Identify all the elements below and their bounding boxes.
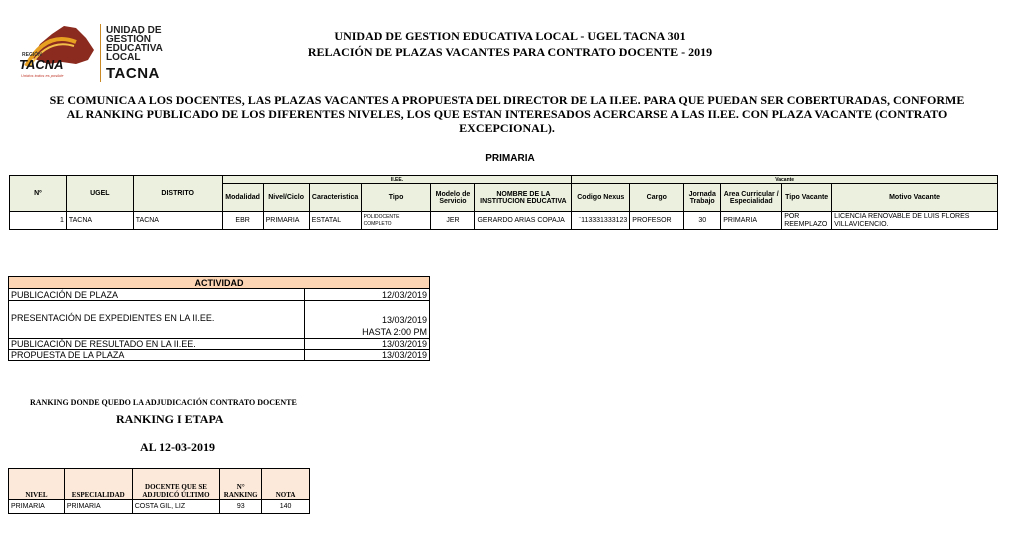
col-nivel: Nivel/Ciclo (263, 184, 309, 212)
cell-cargo: PROFESOR (630, 212, 684, 230)
ranking-date: AL 12-03-2019 (140, 440, 215, 454)
cell-especialidad: PRIMARIA (64, 500, 132, 514)
cell-nivel: PRIMARIA (9, 500, 65, 514)
col-codigo: Codigo Nexus (572, 184, 630, 212)
logo-slogan: Unidos todos es posible (21, 73, 64, 78)
logo-region-label: REGIÓN (22, 52, 42, 58)
group-vacante: Vacante (572, 176, 998, 184)
cell-nivel: PRIMARIA (263, 212, 309, 230)
cell-modalidad: EBR (222, 212, 263, 230)
col-area: Area Curricular / Especialidad (721, 184, 782, 212)
cell-nota: 140 (262, 500, 310, 514)
table-row (9, 500, 310, 514)
cell-area: PRIMARIA (721, 212, 782, 230)
cell-ugel: TACNA (66, 212, 133, 230)
table-row (9, 350, 430, 361)
cell-docente: COSTA GIL, LIZ (132, 500, 220, 514)
col-caracteristica: Caracteristica (309, 184, 361, 212)
cell-num: 1 (10, 212, 67, 230)
level-title: PRIMARIA (485, 153, 535, 164)
col-ugel: UGEL (66, 176, 133, 212)
col-tipo-vacante: Tipo Vacante (782, 184, 832, 212)
col-nota: NOTA (262, 469, 310, 500)
col-nombre: NOMBRE DE LA INSTITUCION EDUCATIVA (475, 184, 572, 212)
col-especialidad: ESPECIALIDAD (64, 469, 132, 500)
ranking-table (8, 468, 310, 514)
ranking-subtitle: RANKING DONDE QUEDO LA ADJUDICACIÓN CONTRATO DOCENTE (30, 398, 297, 407)
activity-title: ACTIVIDAD (9, 277, 430, 289)
logo-divider (100, 24, 101, 82)
cell-tipo: POLIDOCENTE COMPLETO (361, 212, 431, 230)
table-row (9, 339, 430, 350)
vacancy-table (9, 175, 998, 230)
cell-tipo-vacante: POR REEMPLAZO (782, 212, 832, 230)
cell-motivo: LICENCIA RENOVABLE DE LUIS FLORES VILLAVICENCIO. (832, 212, 998, 230)
header-line-2: RELACIÓN DE PLAZAS VACANTES PARA CONTRATO DOCENTE - 2019 (307, 45, 713, 59)
group-iiee: II.EE. (222, 176, 572, 184)
logo-city: TACNA (106, 65, 160, 82)
table-row (10, 212, 998, 230)
cell-ranking: 93 (220, 500, 262, 514)
col-distrito: DISTRITO (133, 176, 222, 212)
cell-jornada: 30 (684, 212, 721, 230)
table-row (9, 301, 430, 339)
activity-label: PRESENTACIÓN DE EXPEDIENTES EN LA II.EE. (9, 301, 305, 339)
col-cargo: Cargo (630, 184, 684, 212)
cell-codigo: ¨113331333123 (572, 212, 630, 230)
activity-label: PUBLICACIÓN DE RESULTADO EN LA II.EE. (9, 339, 305, 350)
cell-caracteristica: ESTATAL (309, 212, 361, 230)
cell-modelo: JER (431, 212, 475, 230)
activity-date: 13/03/2019 (305, 350, 430, 361)
table-row (9, 289, 430, 301)
cell-distrito: TACNA (133, 212, 222, 230)
col-modelo: Modelo de Servicio (431, 184, 475, 212)
col-ranking: N° RANKING (220, 469, 262, 500)
col-jornada: Jornada Trabajo (684, 184, 721, 212)
logo-region-name: TACNA (19, 57, 64, 72)
col-tipo: Tipo (361, 184, 431, 212)
col-motivo: Motivo Vacante (832, 184, 998, 212)
col-num: Nº (10, 176, 67, 212)
header-line-1: UNIDAD DE GESTION EDUCATIVA LOCAL - UGEL TACNA 301 (334, 29, 686, 43)
col-nivel: NIVEL (9, 469, 65, 500)
activity-date: 12/03/2019 (305, 289, 430, 301)
col-modalidad: Modalidad (222, 184, 263, 212)
cell-nombre: GERARDO ARIAS COPAJA (475, 212, 572, 230)
activity-date: 13/03/2019 (305, 339, 430, 350)
activity-label: PUBLICACIÓN DE PLAZA (9, 289, 305, 301)
ranking-title: RANKING I ETAPA (116, 412, 224, 426)
col-docente: DOCENTE QUE SE ADJUDICÓ ÚLTIMO (132, 469, 220, 500)
ugel-logo (18, 20, 178, 82)
notice-text: SE COMUNICA A LOS DOCENTES, LAS PLAZAS VACANTES A PROPUESTA DEL DIRECTOR DE LA II.EE. PARA QUE PUEDAN SER COBERTURADAS, CONFORME AL RANKING PUBLICADO DE LOS DIFERENTES NIVELES, LOS QUE ESTAN INTERESADOS ACERCARSE A LAS II.EE. CON PLAZA VACANTE (CONTRATO EXCEPCIONAL). (49, 93, 965, 135)
logo-org-name: UNIDAD DE GESTIÓN EDUCATIVA LOCAL (106, 25, 163, 63)
activity-label: PROPUESTA DE LA PLAZA (9, 350, 305, 361)
activity-table (8, 276, 430, 361)
activity-date-multi: 13/03/2019 HASTA 2:00 PM (305, 301, 430, 339)
